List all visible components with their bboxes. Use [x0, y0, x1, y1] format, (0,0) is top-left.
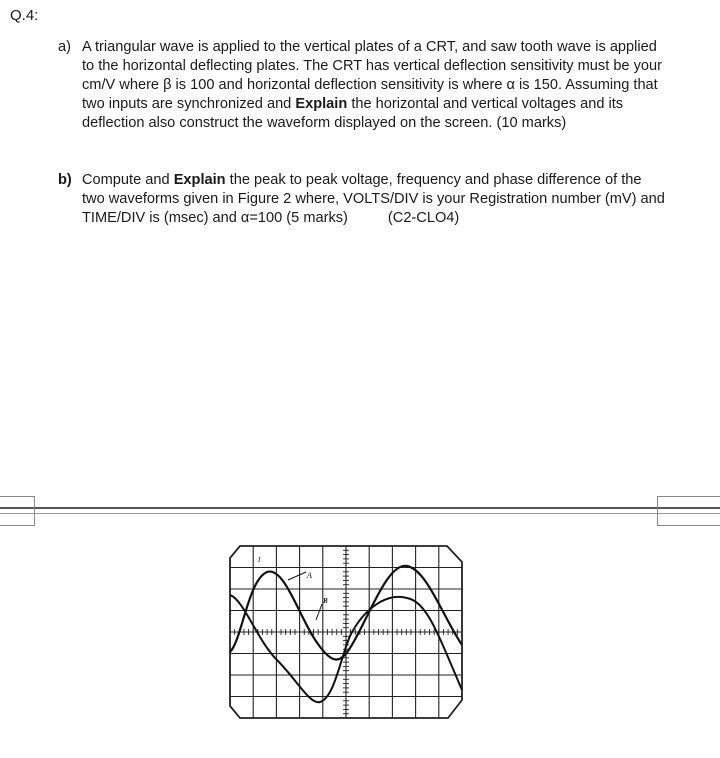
pointer-b [316, 604, 322, 620]
part-b-text-2: the peak to peak voltage, frequency and phase difference of the two waveforms given in Figure 2 where, VOLTS/DIV is your Registration number (mV) and TIME/DIV is (msec) and α=100 (5 marks) [82, 172, 665, 226]
pointer-a [288, 572, 306, 580]
clo-code: (C2-CLO4) [387, 210, 460, 226]
oscilloscope-figure [222, 540, 467, 730]
label-b: B [323, 597, 328, 605]
right-page-corner [657, 496, 720, 526]
part-a-label: a) [58, 39, 71, 55]
part-b-bold-word: Explain [173, 172, 226, 188]
part-a-text-1: A triangular wave is applied to the vertical plates of a CRT, and saw tooth wave is applied to the horizontal deflecting plates. The CRT has vertical deflection sensitivity must be your cm/V where β is 100 and horizontal deflection sensitivity is where α is 150. Assuming that two inputs are synchronized and [82, 39, 662, 112]
scope-graticule [230, 546, 462, 718]
part-b-label: b) [58, 172, 72, 188]
part-a-text-2: the horizontal and vertical voltages and its deflection also construct the waveform displayed on the screen. (10 marks) [82, 96, 624, 131]
part-a-text [82, 38, 668, 133]
question-number: Q.4: [10, 7, 39, 24]
left-page-corner [0, 496, 35, 526]
part-a [58, 38, 668, 133]
part-b-text [82, 171, 668, 228]
label-i: I [258, 556, 261, 564]
label-a: A [307, 571, 312, 580]
part-b-text-1: Compute and [82, 172, 174, 188]
part-b [58, 171, 668, 228]
page-divider-top [0, 507, 720, 509]
part-a-bold-word: Explain [295, 96, 348, 112]
page-divider-bottom [0, 513, 720, 514]
